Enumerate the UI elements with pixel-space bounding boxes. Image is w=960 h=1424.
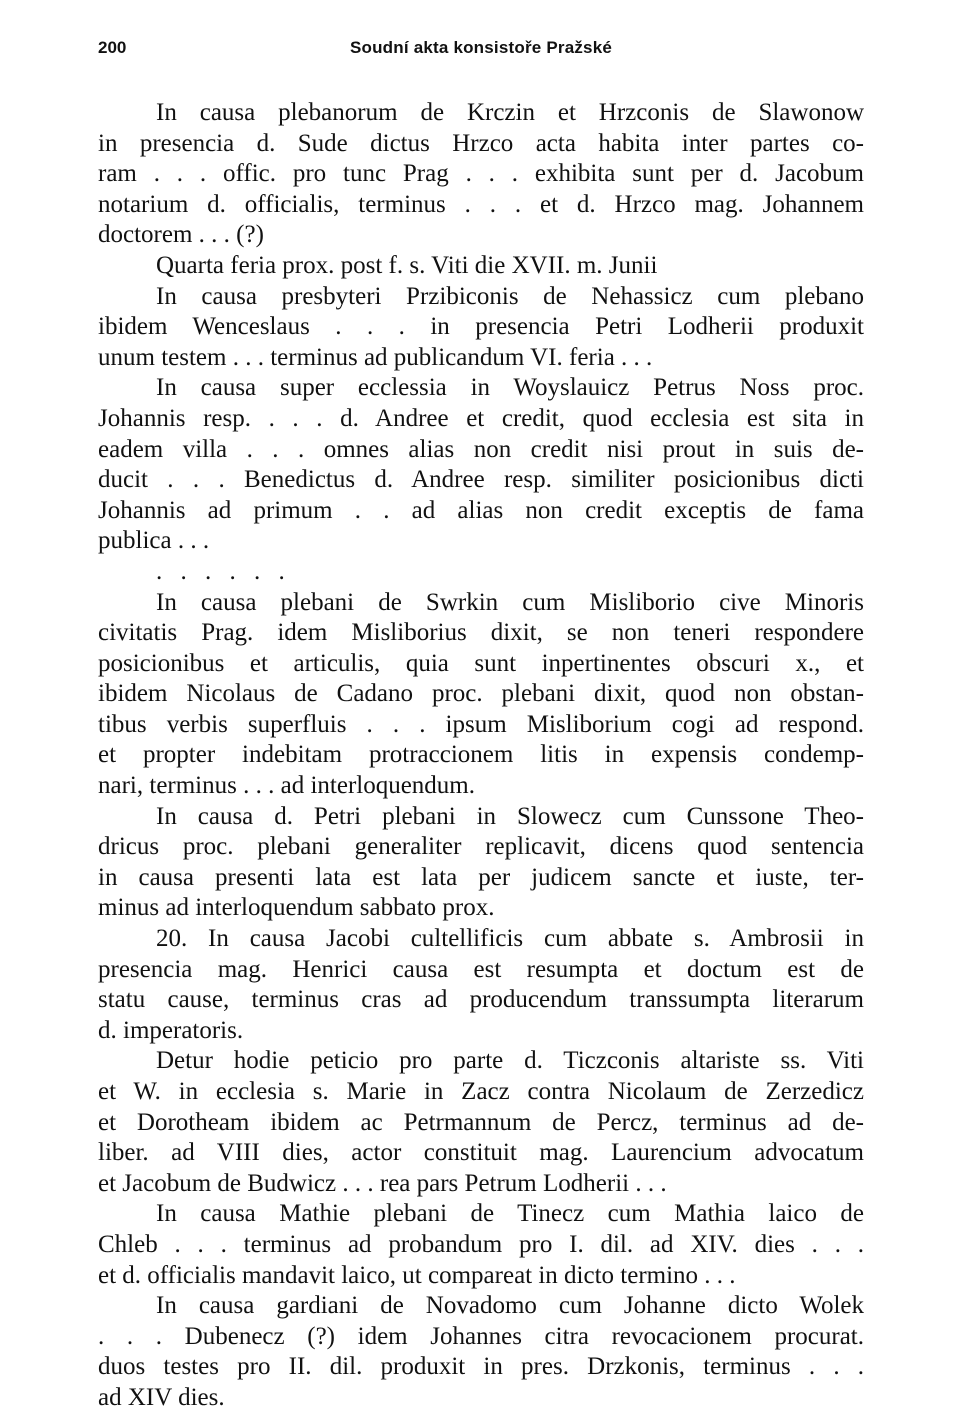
text-line: Johannis resp. . . . d. Andree et credit, quod ecclesia est sita in <box>98 404 864 432</box>
text-line: in presencia d. Sude dictus Hrzco acta habita inter partes co- <box>98 129 864 157</box>
text-line: et W. in ecclesia s. Marie in Zacz contra Nicolaum de Zerzedicz <box>98 1078 864 1105</box>
text-line: duos testes pro II. dil. produxit in pres. Drzkonis, terminus . . . <box>98 1353 864 1381</box>
text-line: statu cause, terminus cras ad producendum transsumpta literarum <box>98 986 864 1014</box>
text-line: In causa gardiani de Novadomo cum Johanne dicto Wolek <box>156 1292 864 1320</box>
text-line: In causa d. Petri plebani in Slowecz cum Cunssone Theo- <box>156 802 864 830</box>
text-line: nari, terminus . . . ad interloquendum. <box>98 772 476 800</box>
text-line: Johannis ad primum . . ad alias non credit exceptis de fama <box>98 496 864 524</box>
text-line: et Jacobum de Budwicz . . . rea pars Petrum Lodherii . . . <box>98 1169 667 1197</box>
text-line: et propter indebitam protraccionem litis in expensis condemp- <box>98 741 864 769</box>
text-line: Chleb . . . terminus ad probandum pro I. dil. ad XIV. dies . . . <box>98 1230 864 1258</box>
text-line: . . . Dubenecz (?) idem Johannes citra revocacionem procurat. <box>98 1322 864 1350</box>
text-line: civitatis Prag. idem Misliborius dixit, se non teneri respondere <box>98 619 864 647</box>
text-line: liber. ad VIII dies, actor constituit mag. Laurencium advocatum <box>98 1139 864 1167</box>
page-header <box>98 38 864 62</box>
text-line: posicionibus et articulis, quia sunt inpertinentes obscuri x., et <box>98 649 864 677</box>
text-line: d. imperatoris. <box>98 1016 244 1044</box>
text-line: unum testem . . . terminus ad publicandum VI. feria . . . <box>98 343 653 371</box>
text-line: eadem villa . . . omnes alias non credit nisi prout in suis de- <box>98 435 864 463</box>
text-line: Detur hodie peticio pro parte d. Ticzconis altariste ss. Viti <box>156 1047 864 1075</box>
text-line: dricus proc. plebani generaliter replicavit, dicens quod sentencia <box>98 833 864 861</box>
page-number: 200 <box>98 38 127 57</box>
text-line: In causa plebani de Swrkin cum Misliborio cive Minoris <box>156 588 864 616</box>
text-line: ducit . . . Benedictus d. Andree resp. similiter posicionibus dicti <box>98 466 864 494</box>
text-line: tibus verbis superfluis . . . ipsum Misliborium cogi ad respond. <box>98 710 864 738</box>
text-line: ibidem Nicolaus de Cadano proc. plebani dixit, quod non obstan- <box>98 680 864 708</box>
text-line: publica . . . <box>98 527 210 555</box>
text-line: In causa presbyteri Przibiconis de Nehassicz cum plebano <box>156 282 864 310</box>
text-line: 20. In causa Jacobi cultellificis cum abbate s. Ambrosii in <box>156 925 864 953</box>
text-line: In causa super ecclessia in Woyslauicz Petrus Noss proc. <box>156 374 864 402</box>
running-head: Soudní akta konsistoře Pražské <box>349 38 613 57</box>
document-body <box>98 98 864 1414</box>
text-line: in causa presenti lata est lata per judicem sancte et iuste, ter- <box>98 863 864 891</box>
text-line: doctorem . . . (?) <box>98 221 264 249</box>
text-line: In causa plebanorum de Krczin et Hrzconis de Slawonow <box>156 99 864 126</box>
text-line: et d. officialis mandavit laico, ut compareat in dicto termino . . . <box>98 1261 736 1289</box>
text-line: presencia mag. Henrici causa est resumpta et doctum est de <box>98 955 864 983</box>
text-line: In causa Mathie plebani de Tinecz cum Mathia laico de <box>156 1200 864 1228</box>
text-line: ad XIV dies. <box>98 1383 225 1411</box>
text-line: notarium d. officialis, terminus . . . et d. Hrzco mag. Johannem <box>98 190 864 218</box>
text-line: ibidem Wenceslaus . . . in presencia Petri Lodherii produxit <box>98 313 864 341</box>
section-break-dots: . . . . . . <box>156 557 291 585</box>
text-line: minus ad interloquendum sabbato prox. <box>98 894 495 922</box>
text-line: Quarta feria prox. post f. s. Viti die XVII. m. Junii <box>156 251 658 279</box>
text-line: ram . . . offic. pro tunc Prag . . . exhibita sunt per d. Jacobum <box>98 160 864 188</box>
text-line: et Dorotheam ibidem ac Petrmannum de Percz, terminus ad de- <box>98 1108 864 1136</box>
